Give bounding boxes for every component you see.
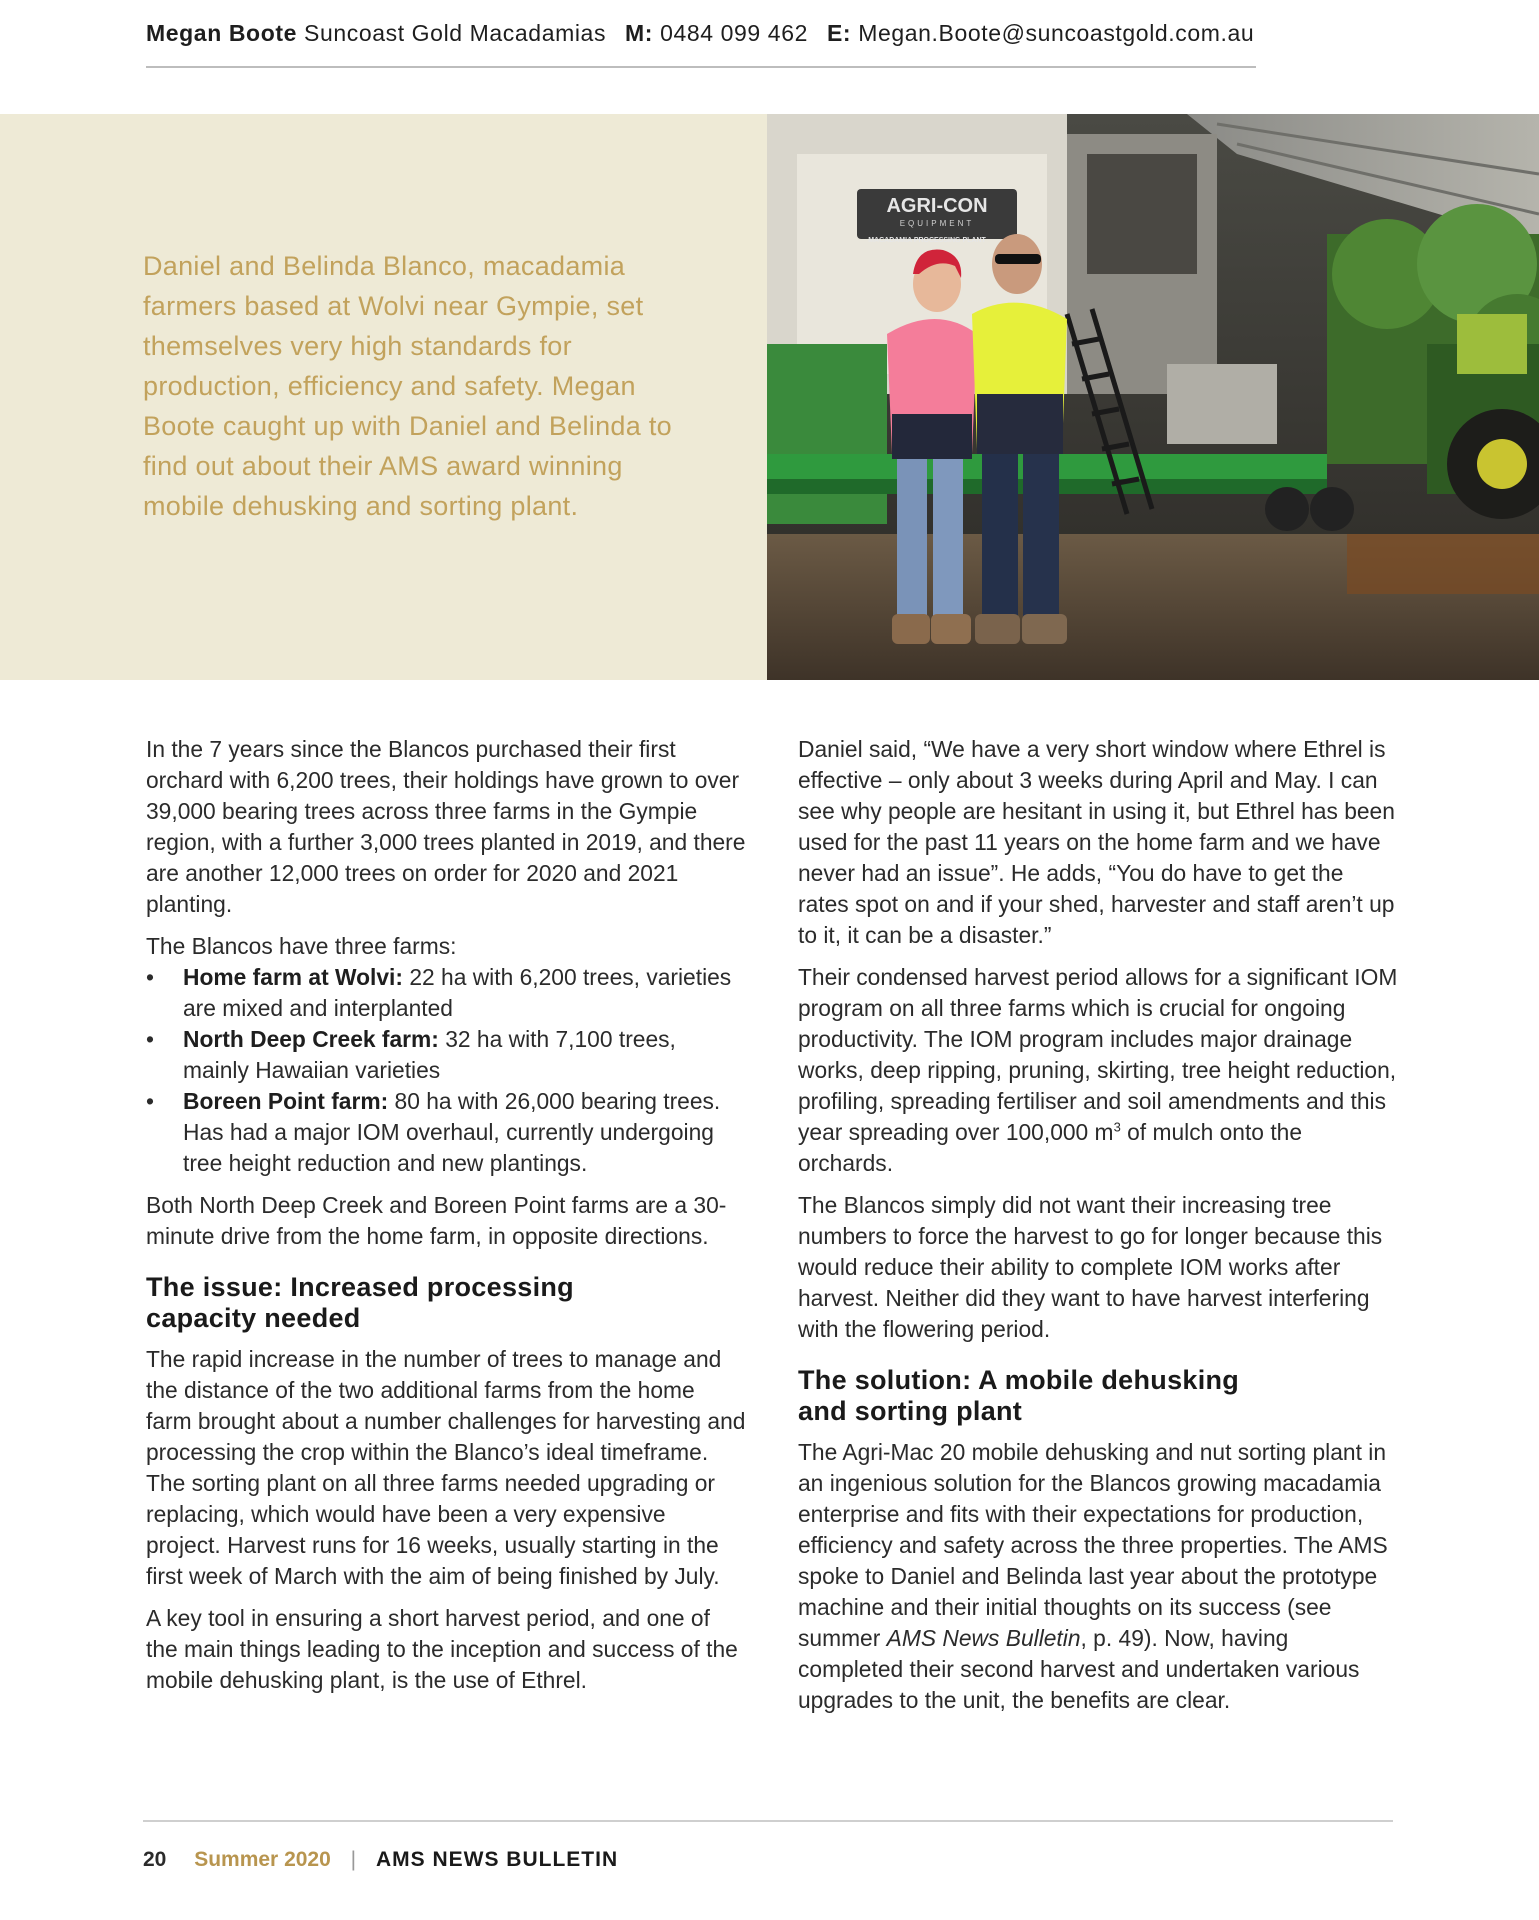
farmers-photo	[767, 114, 1539, 680]
farm-name: Boreen Point farm:	[183, 1088, 389, 1114]
email-label: E:	[826, 20, 852, 46]
paragraph-text: Their condensed harvest period allows for a significant IOM program on all three farms which is crucial for ongoing productivity. The IOM program includes major drainage works, deep ripping, pruning, skirting, tree height reduction, profiling, spreading fertiliser and soil amendments and this year spreading over 100,000 m	[798, 964, 1398, 1145]
paragraph-text: , p. 49). Now, having completed their second harvest and undertaken various upgrades to the unit, the benefits are clear.	[798, 1625, 1360, 1713]
paragraph: The Blancos have three farms:	[146, 933, 457, 959]
section-heading: The solution: A mobile dehusking and sorting plant	[798, 1365, 1240, 1426]
mobile-number: 0484 099 462	[660, 20, 808, 46]
paragraph-text: The Agri-Mac 20 mobile dehusking and nut sorting plant in an ingenious solution for the Blancos growing macadamia enterprise and fits with their expectations for production, efficiency and safety across the three properties. The AMS spoke to Daniel and Belinda last year about the prototype machine and their initial thoughts on its success (see summer	[798, 1439, 1388, 1651]
farm-detail: 32 ha with 7,100 trees, mainly Hawaiian varieties	[183, 1026, 676, 1083]
email-address[interactable]: Megan.Boote@suncoastgold.com.au	[858, 20, 1255, 46]
farm-detail: 22 ha with 6,200 trees, varieties are mixed and interplanted	[183, 964, 732, 1021]
farm-name: North Deep Creek farm:	[183, 1026, 439, 1052]
paragraph	[798, 1437, 1398, 1716]
paragraph: The Blancos simply did not want their increasing tree numbers to force the harvest to go for longer because this would reduce their ability to complete IOM works after harvest. Neither did they want to have harvest interfering with the flowering period.	[798, 1192, 1383, 1342]
list-item	[146, 962, 746, 1024]
issue-season: Summer 2020	[194, 1848, 331, 1871]
byline	[146, 20, 1256, 47]
author-organisation: Suncoast Gold Macadamias	[304, 20, 607, 46]
left-column	[146, 734, 746, 1707]
publication-name: AMS NEWS BULLETIN	[375, 1848, 619, 1871]
page-number: 20	[143, 1848, 167, 1871]
footer	[143, 1848, 618, 1872]
publication-title: AMS News Bulletin	[886, 1625, 1081, 1651]
intro-standfirst: Daniel and Belinda Blanco, macadamia farmers based at Wolvi near Gympie, set themselves very high standards for production, efficiency and safety. Megan Boote caught up with Daniel and Belinda to find out about their AMS award winning mobile dehusking and sorting plant.	[143, 251, 672, 521]
sign-subtitle: EQUIPMENT	[899, 219, 975, 228]
paragraph-text: of mulch onto the orchards.	[798, 1119, 1303, 1176]
sign-brand: AGRI-CON	[886, 195, 988, 217]
farms-list	[146, 962, 746, 1179]
list-item	[146, 1024, 746, 1086]
superscript: 3	[1113, 1119, 1121, 1135]
bullet-icon: •	[146, 1088, 154, 1114]
paragraph: Both North Deep Creek and Boreen Point farms are a 30-minute drive from the home farm, in opposite directions.	[146, 1192, 727, 1249]
list-item	[146, 1086, 746, 1179]
paragraph: Daniel said, “We have a very short window where Ethrel is effective – only about 3 weeks during April and May. I can see why people are hesitant in using it, but Ethrel has been used for the past 11 years on the home farm and we have never had an issue”. He adds, “You do have to get the rates spot on and if your shed, harvester and staff aren’t up to it, it can be a disaster.”	[798, 736, 1395, 948]
photo-illustration	[767, 114, 1539, 680]
bullet-icon: •	[146, 964, 154, 990]
paragraph: The rapid increase in the number of trees to manage and the distance of the two additional farms from the home farm brought about a number challenges for harvesting and processing the crop within the Blanco’s ideal timeframe. The sorting plant on all three farms needed upgrading or replacing, which would have been a very expensive project. Harvest runs for 16 weeks, usually starting in the first week of March with the aim of being finished by July.	[146, 1346, 746, 1589]
farm-name: Home farm at Wolvi:	[183, 964, 403, 990]
header-divider	[146, 66, 1256, 68]
bullet-icon: •	[146, 1026, 154, 1052]
mobile-label: M:	[625, 20, 654, 46]
sign-caption: MACADAMIA PROCESSING PLANT	[868, 237, 986, 244]
section-heading: The issue: Increased processing capacity needed	[146, 1272, 574, 1333]
paragraph: A key tool in ensuring a short harvest period, and one of the main things leading to the inception and success of the mobile dehusking plant, is the use of Ethrel.	[146, 1605, 738, 1693]
right-column	[798, 734, 1398, 1727]
author-name: Megan Boote	[146, 20, 297, 46]
paragraph	[798, 962, 1398, 1179]
footer-divider	[143, 1820, 1393, 1822]
footer-separator: |	[350, 1848, 357, 1871]
paragraph: In the 7 years since the Blancos purchased their first orchard with 6,200 trees, their holdings have grown to over 39,000 bearing trees across three farms in the Gympie region, with a further 3,000 trees planted in 2019, and there are another 12,000 trees on order for 2020 and 2021 planting.	[146, 736, 746, 917]
farm-detail: 80 ha with 26,000 bearing trees. Has had a major IOM overhaul, currently undergoing tree height reduction and new plantings.	[183, 1088, 721, 1176]
